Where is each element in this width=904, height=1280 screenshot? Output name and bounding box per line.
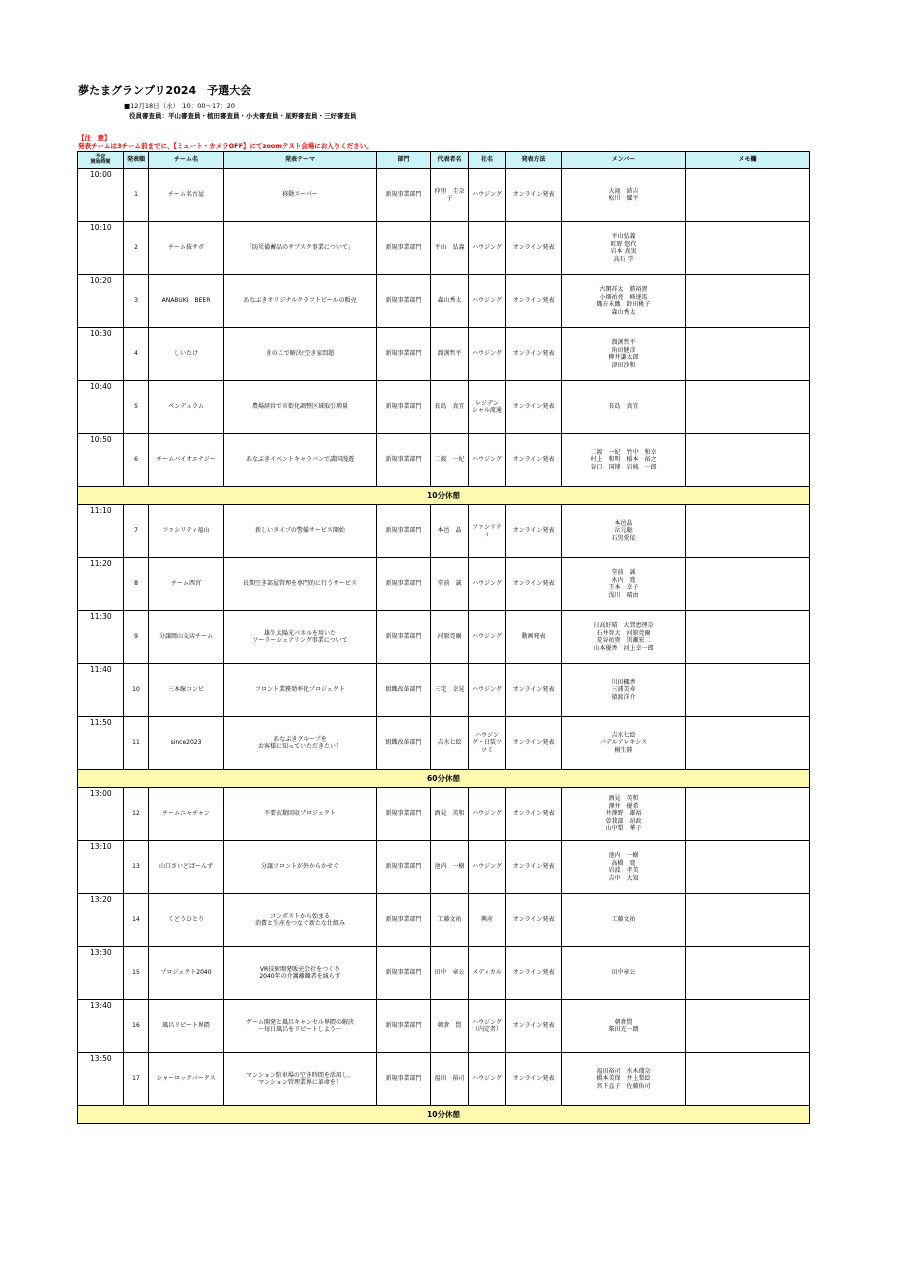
notice-text: 発表チームは3チーム前までに、【ミュート・カメラOFF】にてzoomテスト会場にお入りください。	[78, 142, 373, 150]
theme-cell: 移動スーパー	[224, 169, 377, 222]
members-cell: 酒見 英和 澤井 優希 井澤野 雄裕 曽我部 昂政 山中梨 華子	[562, 788, 686, 841]
table-row	[78, 381, 810, 434]
time-cell: 11:20	[78, 558, 124, 611]
members-cell: 日高好晴 大賀恵理奈 石井智大 河原莞爾 荒谷祐貴 黒瀬宏二 山本優香 河上幸一郎	[562, 611, 686, 664]
theme-cell: あなぶきグループを お客様に知っていただきたい！	[224, 717, 377, 770]
page-title: 夢たまグランプリ2024 予選大会	[78, 84, 252, 97]
time-cell: 11:10	[78, 505, 124, 558]
memo-cell[interactable]	[686, 947, 810, 1000]
header-members: メンバー	[562, 152, 686, 169]
time-cell: 13:50	[78, 1053, 124, 1106]
rep-cell: 二渡 一紀	[431, 434, 469, 487]
table-row	[78, 275, 810, 328]
theme-cell: きのこで解決!空き家問題	[224, 328, 377, 381]
team-cell: シャーロックパークス	[149, 1053, 224, 1106]
rep-cell: 工藤文祐	[431, 894, 469, 947]
order-cell: 5	[124, 381, 149, 434]
members-cell: 工藤文祐	[562, 894, 686, 947]
rep-cell: 三宅 幸晃	[431, 664, 469, 717]
members-cell: 堂前 誠 木内 寛 王本 幸子 浅川 晴由	[562, 558, 686, 611]
company-cell: ハウジング	[469, 328, 506, 381]
rep-cell: 森山秀太	[431, 275, 469, 328]
company-cell: メディカル	[469, 947, 506, 1000]
members-cell: 平山弘義 町野 悠代 岩本 真実 高石 学	[562, 222, 686, 275]
table-row	[78, 434, 810, 487]
break-label: 60分休憩	[78, 770, 810, 788]
members-cell: 大滝 結吉 松川 耀平	[562, 169, 686, 222]
table-row	[78, 505, 810, 558]
header-time: 予定 開始時間	[78, 152, 124, 169]
dept-cell: 新規事業部門	[377, 788, 431, 841]
method-cell: オンライン発表	[506, 558, 562, 611]
header-company: 社名	[469, 152, 506, 169]
dept-cell: 新規事業部門	[377, 611, 431, 664]
order-cell: 3	[124, 275, 149, 328]
rep-cell: 朝倉 賢	[431, 1000, 469, 1053]
method-cell: オンライン発表	[506, 169, 562, 222]
order-cell: 1	[124, 169, 149, 222]
members-cell: 長島 真宜	[562, 381, 686, 434]
order-cell: 14	[124, 894, 149, 947]
table-row	[78, 947, 810, 1000]
team-cell: チーム名古屋	[149, 169, 224, 222]
team-cell: チーム抜サポ	[149, 222, 224, 275]
rep-cell: 河原莞爾	[431, 611, 469, 664]
order-cell: 7	[124, 505, 149, 558]
company-cell: ハウジング	[469, 841, 506, 894]
memo-cell[interactable]	[686, 841, 810, 894]
team-cell: プロジェクト2040	[149, 947, 224, 1000]
memo-cell[interactable]	[686, 558, 810, 611]
company-cell: ハウジング	[469, 664, 506, 717]
team-cell: 三本線コンビ	[149, 664, 224, 717]
members-cell: 古閑祥太 勝裕貴 小畑祐亮 峰達馬 織方未織 鈴田桃子 森山秀太	[562, 275, 686, 328]
memo-cell[interactable]	[686, 788, 810, 841]
memo-cell[interactable]	[686, 381, 810, 434]
method-cell: オンライン発表	[506, 275, 562, 328]
time-cell: 10:00	[78, 169, 124, 222]
header-method: 発表方法	[506, 152, 562, 169]
memo-cell[interactable]	[686, 1000, 810, 1053]
team-cell: くどうひとり	[149, 894, 224, 947]
company-cell: ハウジング （内定者）	[469, 1000, 506, 1053]
break-label: 10分休憩	[78, 487, 810, 505]
notice-heading: 【注 意】	[78, 134, 111, 142]
theme-cell: コンポストから始まる 消費と生産をつなぐ新たな仕組み	[224, 894, 377, 947]
method-cell: オンライン発表	[506, 434, 562, 487]
rep-cell: 田中 章公	[431, 947, 469, 1000]
header-dept: 部門	[377, 152, 431, 169]
time-cell: 13:40	[78, 1000, 124, 1053]
time-cell: 11:30	[78, 611, 124, 664]
memo-cell[interactable]	[686, 894, 810, 947]
time-cell: 13:20	[78, 894, 124, 947]
theme-cell: 農場経営で市街化調整区域取引増量	[224, 381, 377, 434]
members-cell: 田中章公	[562, 947, 686, 1000]
dept-cell: 新規事業部門	[377, 505, 431, 558]
theme-cell: 分譲フロントが外からかせぐ	[224, 841, 377, 894]
theme-cell: マンション駐車場の空き時間を活用し、 マンション管理業界に革命を！	[224, 1053, 377, 1106]
table-row	[78, 222, 810, 275]
team-cell: ペンデュラム	[149, 381, 224, 434]
table-row	[78, 1053, 810, 1106]
members-cell: 朝倉賢 柴田光一朗	[562, 1000, 686, 1053]
method-cell: オンライン発表	[506, 894, 562, 947]
dept-cell: 新規事業部門	[377, 947, 431, 1000]
company-cell: ハウジング	[469, 434, 506, 487]
memo-cell[interactable]	[686, 275, 810, 328]
event-date: ■12月18日（水） 10：00～17：20	[124, 102, 236, 110]
rep-cell: 吉水七絵	[431, 717, 469, 770]
theme-cell: ゲーム開発と風呂キャンセル界隈の解決 ～毎日風呂をリピートしよう～	[224, 1000, 377, 1053]
team-cell: 風呂リピート界隈	[149, 1000, 224, 1053]
dept-cell: 新規事業部門	[377, 1053, 431, 1106]
rep-cell: 堂前 誠	[431, 558, 469, 611]
members-cell: 吉水七絵 バデルアレキシス 桐生陸	[562, 717, 686, 770]
memo-cell[interactable]	[686, 505, 810, 558]
theme-cell: 新しいタイプの警備サービス開始	[224, 505, 377, 558]
dept-cell: 組織改革部門	[377, 664, 431, 717]
method-cell: オンライン発表	[506, 717, 562, 770]
memo-cell[interactable]	[686, 434, 810, 487]
break-row	[78, 487, 810, 505]
company-cell: ハウジング	[469, 275, 506, 328]
members-cell: 川田楓香 三浦美寿 猿渡洋介	[562, 664, 686, 717]
time-cell: 11:40	[78, 664, 124, 717]
company-cell: ハウジン グ・日装ツ ツミ	[469, 717, 506, 770]
company-cell: ハウジング	[469, 169, 506, 222]
rep-cell: 長島 真宜	[431, 381, 469, 434]
header-rep: 代表者名	[431, 152, 469, 169]
theme-cell: 雄生太陽光パネルを用いた ソーラーシェアリング事業について	[224, 611, 377, 664]
table-body	[78, 169, 810, 1124]
order-cell: 8	[124, 558, 149, 611]
order-cell: 12	[124, 788, 149, 841]
company-cell: ハウジング	[469, 558, 506, 611]
order-cell: 4	[124, 328, 149, 381]
company-cell: 興産	[469, 894, 506, 947]
dept-cell: 新規事業部門	[377, 328, 431, 381]
table-row	[78, 717, 810, 770]
team-cell: しいたけ	[149, 328, 224, 381]
time-cell: 10:50	[78, 434, 124, 487]
members-cell: 本邑晶 岳元聡 石黒愛依	[562, 505, 686, 558]
dept-cell: 新規事業部門	[377, 841, 431, 894]
dept-cell: 組織改革部門	[377, 717, 431, 770]
rep-cell: 池内 一樹	[431, 841, 469, 894]
team-cell: since2023	[149, 717, 224, 770]
team-cell: チーム西宮	[149, 558, 224, 611]
method-cell: 動画発表	[506, 611, 562, 664]
method-cell: オンライン発表	[506, 664, 562, 717]
team-cell: 分譲岡山支店チーム	[149, 611, 224, 664]
memo-cell[interactable]	[686, 222, 810, 275]
memo-cell[interactable]	[686, 1053, 810, 1106]
company-cell: レジデン シャル流通	[469, 381, 506, 434]
order-cell: 6	[124, 434, 149, 487]
order-cell: 16	[124, 1000, 149, 1053]
method-cell: オンライン発表	[506, 328, 562, 381]
order-cell: 10	[124, 664, 149, 717]
company-cell: ハウジング	[469, 222, 506, 275]
theme-cell: フロント業務効率化プロジェクト	[224, 664, 377, 717]
team-cell: チームニャチャン	[149, 788, 224, 841]
time-cell: 11:50	[78, 717, 124, 770]
table-row	[78, 1000, 810, 1053]
theme-cell: あなぶきオリジナルクラフトビールの販売	[224, 275, 377, 328]
rep-cell: 福田 裕司	[431, 1053, 469, 1106]
table-row	[78, 788, 810, 841]
rep-cell: 酒見 英和	[431, 788, 469, 841]
method-cell: オンライン発表	[506, 788, 562, 841]
dept-cell: 新規事業部門	[377, 169, 431, 222]
memo-cell[interactable]	[686, 169, 810, 222]
company-cell: ハウジング	[469, 611, 506, 664]
time-cell: 10:40	[78, 381, 124, 434]
method-cell: オンライン発表	[506, 381, 562, 434]
order-cell: 17	[124, 1053, 149, 1106]
table-row	[78, 328, 810, 381]
members-cell: 福田裕司 水木瑠奈 橋本美保 井上梨絵 宮下直子 佐藤佑司	[562, 1053, 686, 1106]
members-cell: 二渡 一紀 竹中 和幸 村上 和明 稲本 裕之 谷口 国博 岩城 一郎	[562, 434, 686, 487]
order-cell: 11	[124, 717, 149, 770]
table-row	[78, 169, 810, 222]
time-cell: 13:30	[78, 947, 124, 1000]
table-row	[78, 664, 810, 717]
dept-cell: 新規事業部門	[377, 1000, 431, 1053]
header-order: 発表順	[124, 152, 149, 169]
judges-line: 役員審査員：平山審査員・植田審査員・小夫審査員・星野審査員・三好審査員	[129, 112, 357, 120]
method-cell: オンライン発表	[506, 841, 562, 894]
time-cell: 13:10	[78, 841, 124, 894]
rep-cell: 溜渕哲平	[431, 328, 469, 381]
theme-cell: 不要衣類回収プロジェクト	[224, 788, 377, 841]
team-cell: 山口さいどばーんず	[149, 841, 224, 894]
header-team: チーム名	[149, 152, 224, 169]
team-cell: チームバイオエナジー	[149, 434, 224, 487]
schedule-table	[77, 151, 810, 1124]
time-cell: 10:20	[78, 275, 124, 328]
method-cell: オンライン発表	[506, 1053, 562, 1106]
rep-cell: 本邑 晶	[431, 505, 469, 558]
method-cell: オンライン発表	[506, 947, 562, 1000]
dept-cell: 新規事業部門	[377, 434, 431, 487]
team-cell: ANABUKI BEER	[149, 275, 224, 328]
memo-cell[interactable]	[686, 328, 810, 381]
rep-cell: 仲里 圭奈 子	[431, 169, 469, 222]
method-cell: オンライン発表	[506, 505, 562, 558]
break-label: 10分休憩	[78, 1106, 810, 1124]
table-row	[78, 558, 810, 611]
break-row	[78, 770, 810, 788]
method-cell: オンライン発表	[506, 222, 562, 275]
members-cell: 溜渕哲平 角田健彦 柳井謙太郎 津田沙和	[562, 328, 686, 381]
header-memo: メモ欄	[686, 152, 810, 169]
rep-cell: 平山 弘義	[431, 222, 469, 275]
order-cell: 13	[124, 841, 149, 894]
dept-cell: 新規事業部門	[377, 275, 431, 328]
memo-cell[interactable]	[686, 611, 810, 664]
table-header-row	[78, 152, 810, 169]
method-cell: オンライン発表	[506, 1000, 562, 1053]
memo-cell[interactable]	[686, 664, 810, 717]
members-cell: 池内 一樹 高橋 寛 岩波 孝美 吉中 大知	[562, 841, 686, 894]
dept-cell: 新規事業部門	[377, 381, 431, 434]
dept-cell: 新規事業部門	[377, 894, 431, 947]
order-cell: 15	[124, 947, 149, 1000]
dept-cell: 新規事業部門	[377, 558, 431, 611]
table-row	[78, 841, 810, 894]
order-cell: 9	[124, 611, 149, 664]
company-cell: ハウジング	[469, 1053, 506, 1106]
company-cell: ファシリティ	[469, 505, 506, 558]
company-cell: ハウジング	[469, 788, 506, 841]
time-cell: 13:00	[78, 788, 124, 841]
theme-cell: 「防災備蓄品のサブスク事業について」	[224, 222, 377, 275]
theme-cell: VR技術開発販売会社をつくり 2040年の介護離職者を減らす	[224, 947, 377, 1000]
header-theme: 発表テーマ	[224, 152, 377, 169]
theme-cell: あなぶきイベントキャラバンで講国漫遊	[224, 434, 377, 487]
order-cell: 2	[124, 222, 149, 275]
table-row	[78, 611, 810, 664]
time-cell: 10:10	[78, 222, 124, 275]
dept-cell: 新規事業部門	[377, 222, 431, 275]
table-row	[78, 894, 810, 947]
break-row	[78, 1106, 810, 1124]
theme-cell: 長期空き部屋管理を専門的に行うサービス	[224, 558, 377, 611]
team-cell: ファシリティ福山	[149, 505, 224, 558]
time-cell: 10:30	[78, 328, 124, 381]
memo-cell[interactable]	[686, 717, 810, 770]
